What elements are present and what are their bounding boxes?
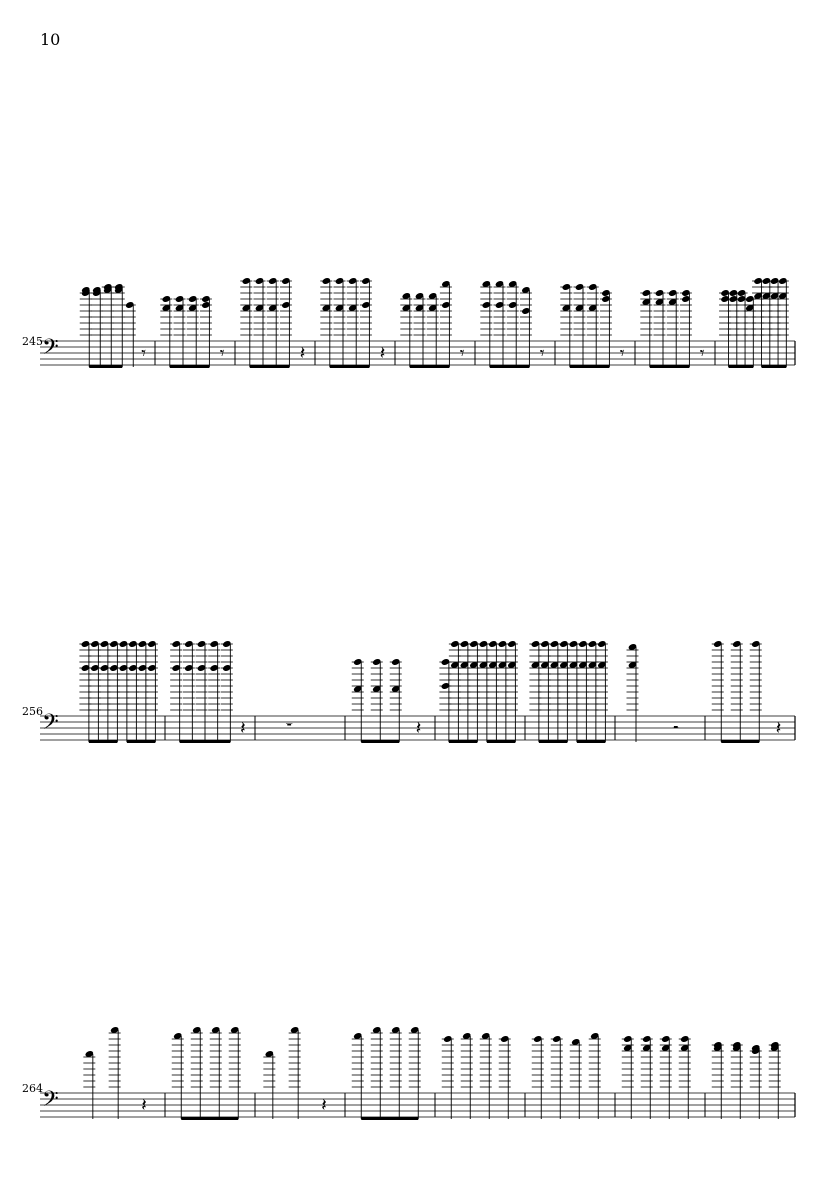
- beam: [721, 740, 759, 743]
- page-number: 10: [40, 30, 61, 49]
- eighth-rest: 𝄾: [219, 343, 225, 364]
- eighth-rest: 𝄾: [539, 343, 545, 364]
- quarter-rest: 𝄽: [415, 718, 422, 739]
- beam: [180, 740, 231, 743]
- eighth-rest: 𝄾: [141, 343, 147, 364]
- beam: [250, 365, 290, 368]
- beam: [127, 740, 156, 743]
- bass-clef: 𝄢: [42, 710, 59, 740]
- whole-rest: 𝄻: [285, 718, 293, 739]
- beam: [487, 740, 516, 743]
- measure-number-system-2: 256: [22, 705, 43, 718]
- eighth-rest: 𝄾: [699, 343, 705, 364]
- half-rest: 𝄼: [672, 718, 680, 739]
- beam: [89, 365, 122, 368]
- beam: [729, 365, 754, 368]
- beam: [330, 365, 370, 368]
- beam: [490, 365, 530, 368]
- measure-number-system-3: 264: [22, 1082, 43, 1095]
- quarter-rest: 𝄽: [321, 1095, 327, 1116]
- beam: [650, 365, 690, 368]
- eighth-rest: 𝄾: [459, 343, 465, 364]
- eighth-rest: 𝄾: [619, 343, 625, 364]
- quarter-rest: 𝄽: [240, 718, 246, 739]
- bass-clef: 𝄢: [42, 1087, 59, 1117]
- measure-number-system-1: 245: [22, 335, 43, 348]
- beam: [89, 740, 118, 743]
- quarter-rest: 𝄽: [775, 718, 782, 739]
- beam: [170, 365, 210, 368]
- beam: [181, 1117, 238, 1120]
- beam: [762, 365, 787, 368]
- dotted-quarter-rest: 𝄽: [379, 343, 386, 364]
- dotted-quarter-rest: 𝄽: [299, 343, 306, 364]
- bass-clef: 𝄢: [42, 335, 59, 365]
- quarter-rest: 𝄽: [141, 1095, 147, 1116]
- beam: [539, 740, 568, 743]
- beam: [449, 740, 478, 743]
- beam: [361, 740, 399, 743]
- beam: [361, 1117, 418, 1120]
- beam: [570, 365, 610, 368]
- beam: [577, 740, 606, 743]
- beam: [410, 365, 450, 368]
